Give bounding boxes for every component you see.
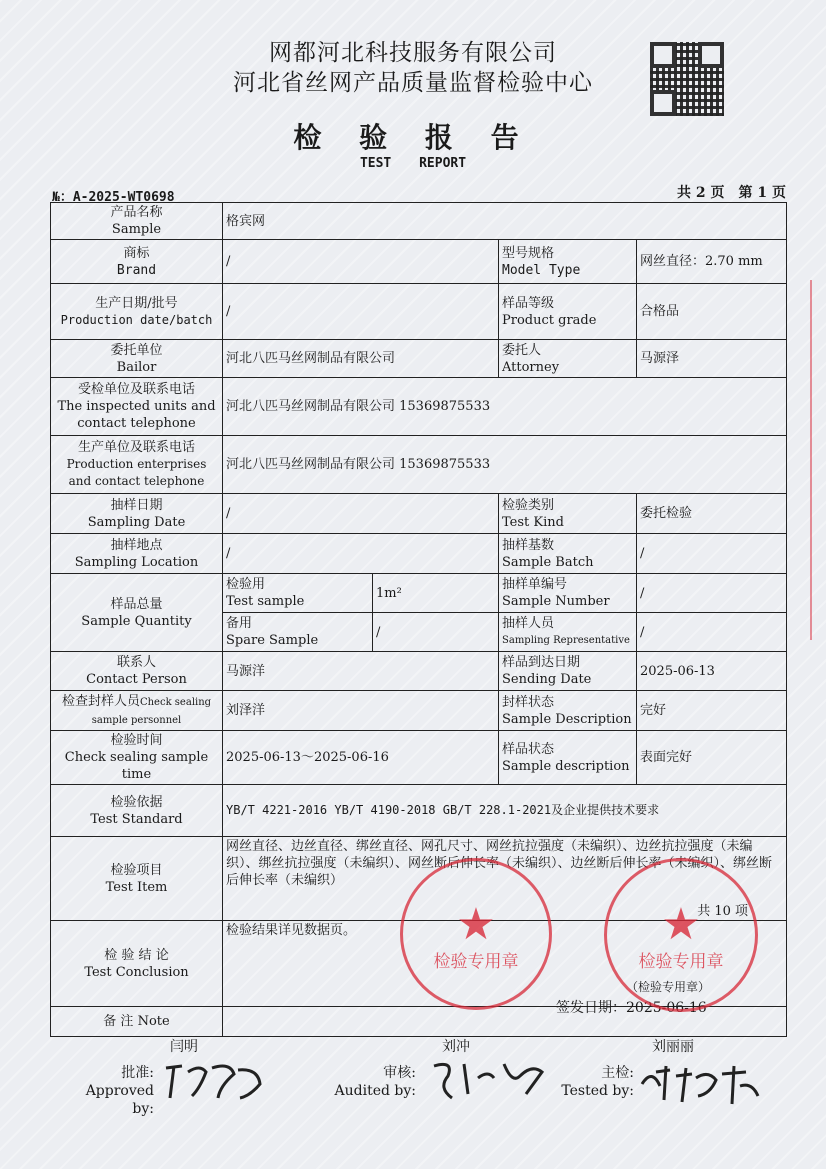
issue-date-value: 2025-06-16 [626,1000,707,1016]
test-sample-label: 检验用 Test sample [223,574,373,613]
test-time-value: 2025-06-13～2025-06-16 [223,731,499,785]
inspection-center-name: 河北省丝网产品质量监督检验中心 [233,70,593,96]
note-label: 备 注 Note [51,1007,223,1037]
sending-date-value: 2025-06-13 [637,652,787,691]
grade-label: 样品等级 Product grade [499,284,637,340]
table-row [51,731,787,785]
brand-value: / [223,240,499,284]
sample-value: 格宾网 [223,203,787,240]
check-sealing-personnel-value: 刘泽洋 [223,691,499,731]
test-sample-value: 1m² [373,574,499,613]
issue-date-label: 签发日期： [556,1000,626,1016]
attorney-label: 委托人 Attorney [499,340,637,378]
production-date-label: 生产日期/批号 Production date/batch [51,284,223,340]
check-sealing-personnel-label: 检查封样人员Check sealing sample personnel [51,691,223,731]
table-row [51,240,787,284]
sample-number-label: 抽样单编号 Sample Number [499,574,637,613]
inspected-units-label: 受检单位及联系电话 The inspected units and contact telephone [51,378,223,436]
audited-label: 审核: Audited by: [334,1065,416,1099]
grade-value: 合格品 [637,284,787,340]
bailor-label: 委托单位 Bailor [51,340,223,378]
sample-batch-label: 抽样基数 Sample Batch [499,534,637,574]
sample-quantity-label: 样品总量 Sample Quantity [51,574,223,652]
tester-name: 刘丽丽 [652,1039,694,1055]
approver-name: 闫明 [170,1039,198,1055]
table-row [51,652,787,691]
brand-label: 商标 Brand [51,240,223,284]
table-row [51,340,787,378]
test-item-value: 网丝直径、边丝直径、绑丝直径、网孔尺寸、网丝抗拉强度（未编织）、边丝抗拉强度（未编织）、绑丝抗拉强度（未编织）、网丝断后伸长率（未编织）、边丝断后伸长率（未编织）、绑丝断后伸长率（未编织） [226,839,773,888]
spare-sample-label: 备用 Spare Sample [223,613,373,652]
production-enterprises-label: 生产单位及联系电话 Production enterprises and contact telephone [51,436,223,494]
qr-code-icon [650,42,724,116]
sampling-rep-value: / [637,613,787,652]
model-label: 型号规格 Model Type [499,240,637,284]
company-seal-icon: ★ 检验专用章 [400,858,552,1010]
bailor-value: 河北八匹马丝网制品有限公司 [223,340,499,378]
sampling-rep-label: 抽样人员 Sampling Representative [499,613,637,652]
seal-description-label: 封样状态 Sample Description [499,691,637,731]
auditor-signature-icon [424,1054,554,1104]
seal-description-value: 完好 [637,691,787,731]
table-row [51,785,787,837]
model-value: 网丝直径：2.70 mm [637,240,787,284]
seal-caption: （检验专用章） [626,980,711,994]
test-kind-label: 检验类别 Test Kind [499,494,637,534]
sample-state-label: 样品状态 Sample description [499,731,637,785]
test-conclusion-value: 检验结果详见数据页。 [223,921,787,1007]
sample-batch-value: / [637,534,787,574]
sample-state-value: 表面完好 [637,731,787,785]
production-enterprises-value: 河北八匹马丝网制品有限公司 15369875533 [223,436,787,494]
approved-label: 批准: Approved by: [85,1065,154,1117]
test-item-count: 共 10 项 [697,904,749,919]
test-standard-label: 检验依据 Test Standard [51,785,223,837]
report-number: №：A-2025-WT0698 [52,190,175,205]
sampling-date-label: 抽样日期 Sampling Date [51,494,223,534]
attorney-value: 马源泽 [637,340,787,378]
table-row [51,203,787,240]
test-standard-value: YB/T 4221-2016 YB/T 4190-2018 GB/T 228.1-2021及企业提供技术要求 [223,785,787,837]
contact-person-value: 马源洋 [223,652,499,691]
contact-person-label: 联系人 Contact Person [51,652,223,691]
center-seal-icon: ★ 检验专用章 [604,858,758,1012]
sampling-date-value: / [223,494,499,534]
sample-number-value: / [637,574,787,613]
sampling-location-label: 抽样地点 Sampling Location [51,534,223,574]
table-row [51,436,787,494]
table-row [51,691,787,731]
tested-label: 主检: Tested by: [561,1065,634,1099]
test-kind-value: 委托检验 [637,494,787,534]
organization-name: 网都河北科技服务有限公司 [269,40,557,66]
page-indicator: 共 2 页 第 1 页 [677,185,786,201]
table-row [51,574,787,613]
sending-date-label: 样品到达日期 Sending Date [499,652,637,691]
table-row [51,494,787,534]
auditor-name: 刘冲 [442,1039,470,1055]
test-time-label: 检验时间 Check sealing sample time [51,731,223,785]
stamp-edge-icon [810,280,826,640]
sampling-location-value: / [223,534,499,574]
report-subtitle: TEST REPORT [359,156,467,171]
spare-sample-value: / [373,613,499,652]
production-date-value: / [223,284,499,340]
tester-signature-icon [636,1056,766,1108]
test-conclusion-label: 检 验 结 论 Test Conclusion [51,921,223,1007]
inspected-units-value: 河北八匹马丝网制品有限公司 15369875533 [223,378,787,436]
table-row [51,284,787,340]
table-row [51,378,787,436]
report-title: 检 验 报 告 [293,121,533,154]
approver-signature-icon [160,1058,270,1104]
sample-label: 产品名称 Sample [51,203,223,240]
table-row [51,534,787,574]
test-item-label: 检验项目 Test Item [51,837,223,921]
